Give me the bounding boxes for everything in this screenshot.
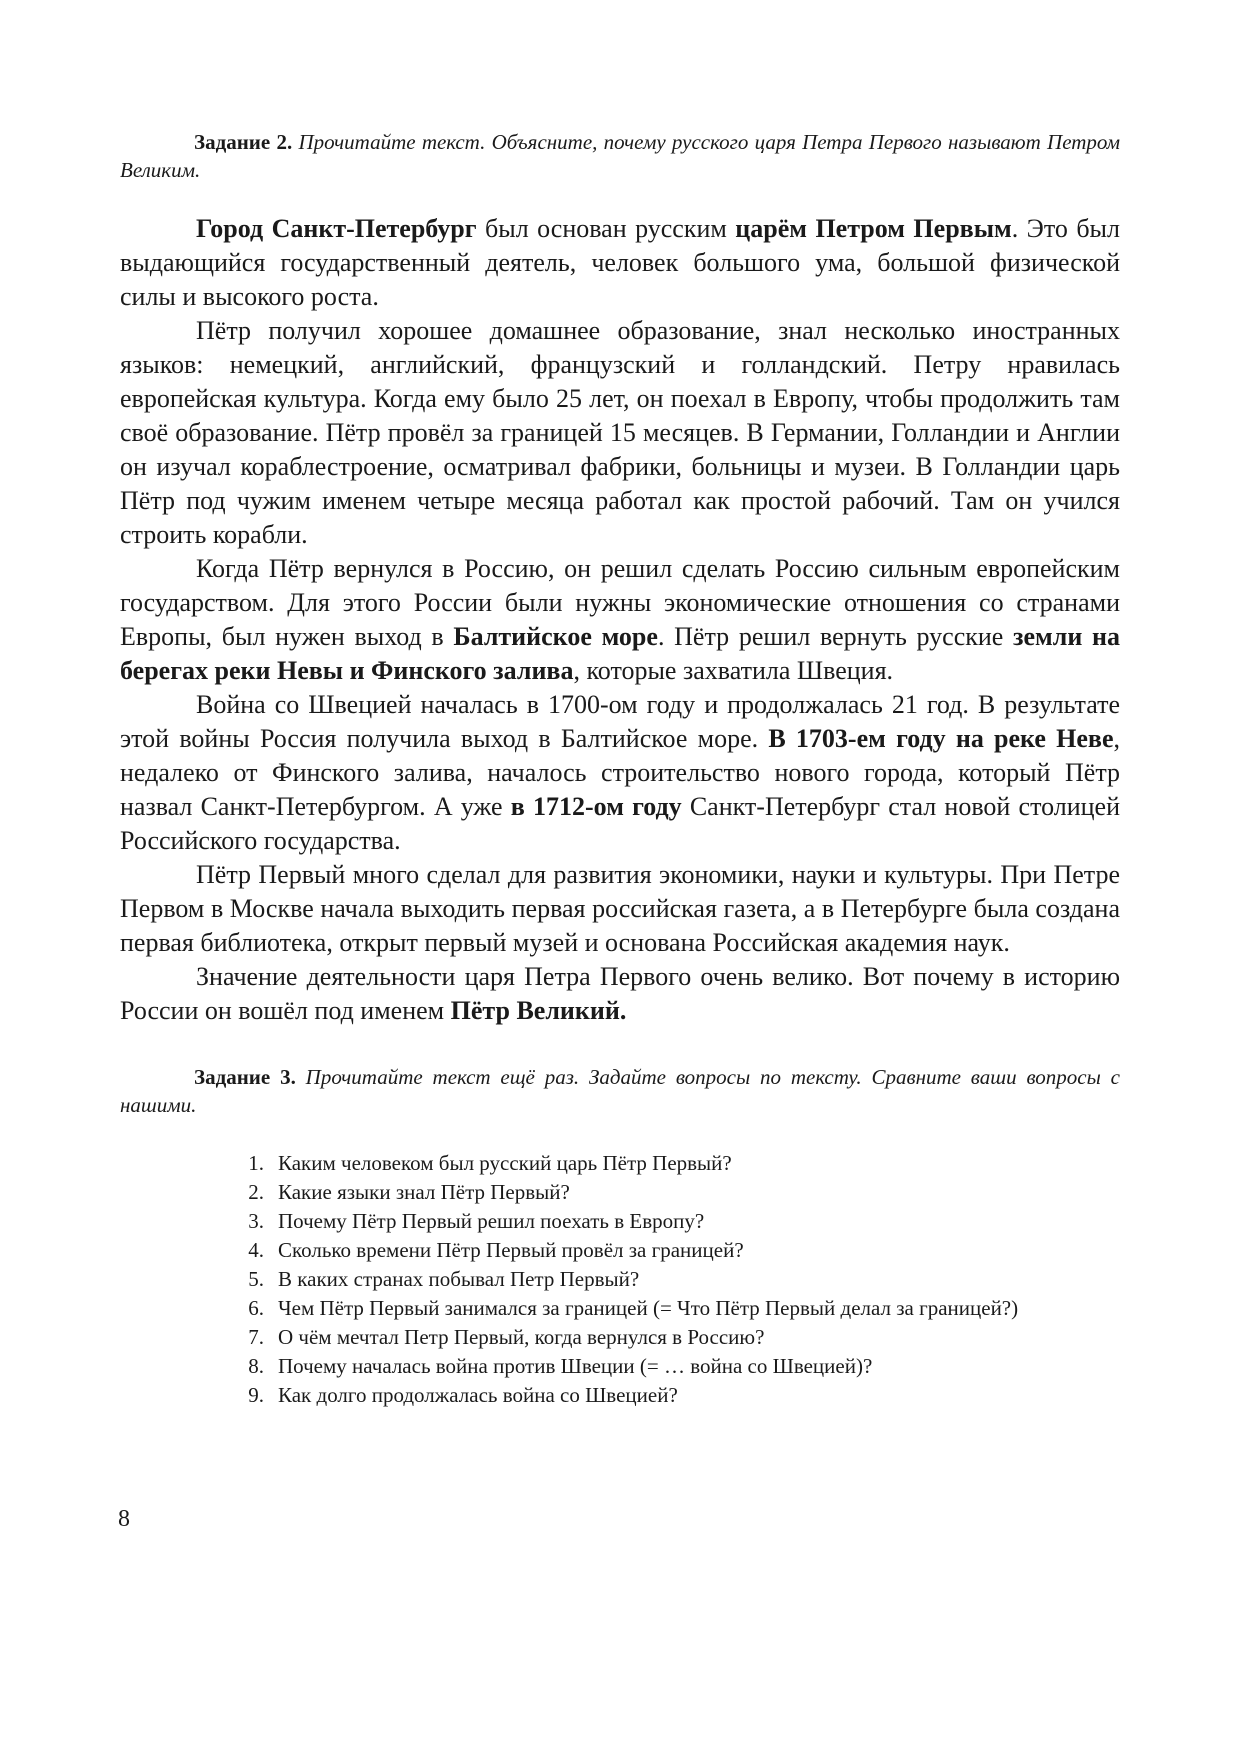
task-3: [120, 1063, 1120, 1119]
paragraph-4: [120, 688, 1120, 858]
text-run: . Пётр решил вернуть русские: [657, 622, 1014, 651]
question-text: В каких странах побывал Петр Первый?: [278, 1267, 640, 1291]
question-text: Почему началась война против Швеции (= … война со Швецией)?: [278, 1354, 873, 1378]
task-2-instruction: Прочитайте текст. Объясните, почему русского царя Петра Первого называют Петром Великим.: [120, 130, 1121, 182]
text-run: . Это был выдающийся государственный деятель, человек большого ума, большой физической силы и высокого роста.: [120, 214, 1120, 311]
bold-phrase: царём Петром Первым: [735, 214, 1012, 243]
question-item: [228, 1207, 1120, 1236]
bold-phrase: Город Санкт-Петербург: [196, 214, 477, 243]
question-item: [228, 1323, 1120, 1352]
question-number: 6.: [248, 1296, 264, 1320]
question-number: 5.: [248, 1267, 264, 1291]
question-number: 2.: [248, 1180, 264, 1204]
question-item: [228, 1381, 1120, 1410]
text-run: Санкт-Петербург стал новой столицей Российского государства.: [120, 792, 1120, 855]
question-item: [228, 1294, 1120, 1323]
question-item: [228, 1178, 1120, 1207]
question-text: Как долго продолжалась война со Швецией?: [278, 1383, 678, 1407]
question-number: 7.: [248, 1325, 264, 1349]
paragraph-6: [120, 960, 1120, 1028]
question-text: Какие языки знал Пётр Первый?: [278, 1180, 570, 1204]
paragraph-1: [120, 212, 1120, 314]
paragraph-3: [120, 552, 1120, 688]
task-2: [120, 128, 1120, 184]
bold-phrase: в 1712-ом году: [510, 792, 682, 821]
task-3-instruction: Прочитайте текст ещё раз. Задайте вопросы по тексту. Сравните ваши вопросы с нашими.: [120, 1065, 1121, 1117]
text-run: , которые захватила Швеция.: [573, 656, 894, 685]
question-text: Каким человеком был русский царь Пётр Первый?: [278, 1151, 732, 1175]
page-number: 8: [118, 1506, 130, 1532]
question-item: [228, 1236, 1120, 1265]
question-item: [228, 1352, 1120, 1381]
question-number: 4.: [248, 1238, 264, 1262]
question-list: [228, 1149, 1120, 1410]
text-run: был основан русским: [476, 214, 736, 243]
question-text: О чём мечтал Петр Первый, когда вернулся в Россию?: [278, 1325, 765, 1349]
question-number: 8.: [248, 1354, 264, 1378]
question-item: [228, 1265, 1120, 1294]
bold-phrase: земли на берегах реки Невы и Финского залива: [120, 622, 1120, 685]
text-run: Война со Швецией началась в 1700-ом году и продолжалась 21 год. В результате этой войны Россия получила выход в Балтийское море.: [120, 690, 1120, 753]
question-item: [228, 1149, 1120, 1178]
bold-phrase: Пётр Великий.: [450, 996, 627, 1025]
text-run: Когда Пётр вернулся в Россию, он решил сделать Россию сильным европейским государством. Для этого России были нужны экономические отношения со странами Европы, был нужен выход в: [120, 554, 1120, 651]
paragraph-2: Пётр получил хорошее домашнее образование, знал несколько иностранных языков: немецкий, английский, французский и голландский. Петру нравилась европейская культура. Когда ему было 25 лет, он поехал в Европу, чтобы продолжить там своё образование. Пётр провёл за границей 15 месяцев. В Германии, Голландии и Англии он изучал кораблестроение, осматривал фабрики, больницы и музеи. В Голландии царь Пётр под чужим именем четыре месяца работал как простой рабочий. Там он учился строить корабли.: [120, 316, 1120, 549]
question-text: Почему Пётр Первый решил поехать в Европу?: [278, 1209, 705, 1233]
task-3-label: Задание 3.: [194, 1065, 296, 1089]
text-run: Значение деятельности царя Петра Первого очень велико. Вот почему в историю России он вошёл под именем: [120, 962, 1120, 1025]
paragraph-5: Пётр Первый много сделал для развития экономики, науки и культуры. При Петре Первом в Москве начала выходить первая российская газета, а в Петербурге была создана первая библиотека, открыт первый музей и основана Российская академия наук.: [120, 860, 1120, 957]
text-run: , недалеко от Финского залива, началось строительство нового города, который Пётр назвал Санкт-Петербургом. А уже: [120, 724, 1121, 821]
question-text: Сколько времени Пётр Первый провёл за границей?: [278, 1238, 744, 1262]
question-number: 1.: [248, 1151, 264, 1175]
task-2-label: Задание 2.: [194, 130, 293, 154]
page-content: [120, 128, 1120, 1410]
bold-phrase: Балтийское море: [453, 622, 658, 651]
question-number: 3.: [248, 1209, 264, 1233]
question-text: Чем Пётр Первый занимался за границей (= Что Пётр Первый делал за границей?): [278, 1296, 1019, 1320]
question-number: 9.: [248, 1383, 264, 1407]
bold-phrase: В 1703-ем году на реке Неве: [768, 724, 1114, 753]
